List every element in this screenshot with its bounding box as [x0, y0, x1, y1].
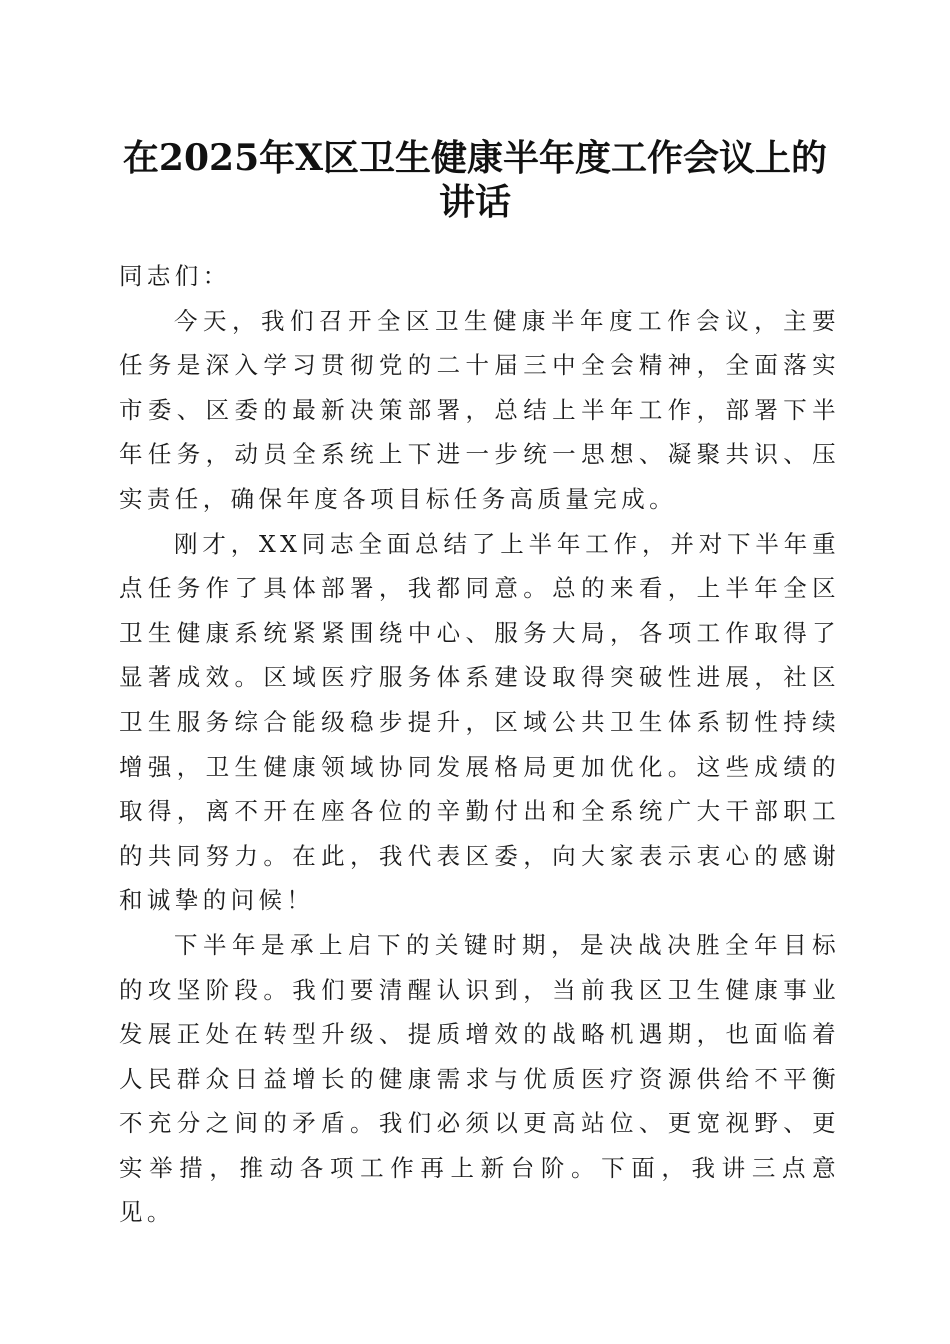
document-body	[119, 254, 840, 1235]
document-title	[100, 136, 850, 224]
paragraph-2: 刚才，XX同志全面总结了上半年工作，并对下半年重点任务作了具体部署，我都同意。总的来看，上半年全区卫生健康系统紧紧围绕中心、服务大局，各项工作取得了显著成效。区域医疗服务体系建设取得突破性进展，社区卫生服务综合能级稳步提升，区域公共卫生体系韧性持续增强，卫生健康领域协同发展格局更加优化。这些成绩的取得，离不开在座各位的辛勤付出和全系统广大干部职工的共同努力。在此，我代表区委，向大家表示衷心的感谢和诚挚的问候！	[119, 529, 840, 915]
paragraph-1: 今天，我们召开全区卫生健康半年度工作会议，主要任务是深入学习贯彻党的二十届三中全会精神，全面落实市委、区委的最新决策部署，总结上半年工作，部署下半年任务，动员全系统上下进一步统一思想、凝聚共识、压实责任，确保年度各项目标任务高质量完成。	[119, 306, 840, 513]
paragraph-3: 下半年是承上启下的关键时期，是决战决胜全年目标的攻坚阶段。我们要清醒认识到，当前我区卫生健康事业发展正处在转型升级、提质增效的战略机遇期，也面临着人民群众日益增长的健康需求与优质医疗资源供给不平衡不充分之间的矛盾。我们必须以更高站位、更宽视野、更实举措，推动各项工作再上新台阶。下面，我讲三点意见。	[119, 930, 840, 1227]
title-line-1: 在2025年X区卫生健康半年度工作会议上的	[122, 137, 828, 179]
title-line-2: 讲话	[438, 181, 511, 223]
salutation: 同志们：	[119, 262, 231, 290]
